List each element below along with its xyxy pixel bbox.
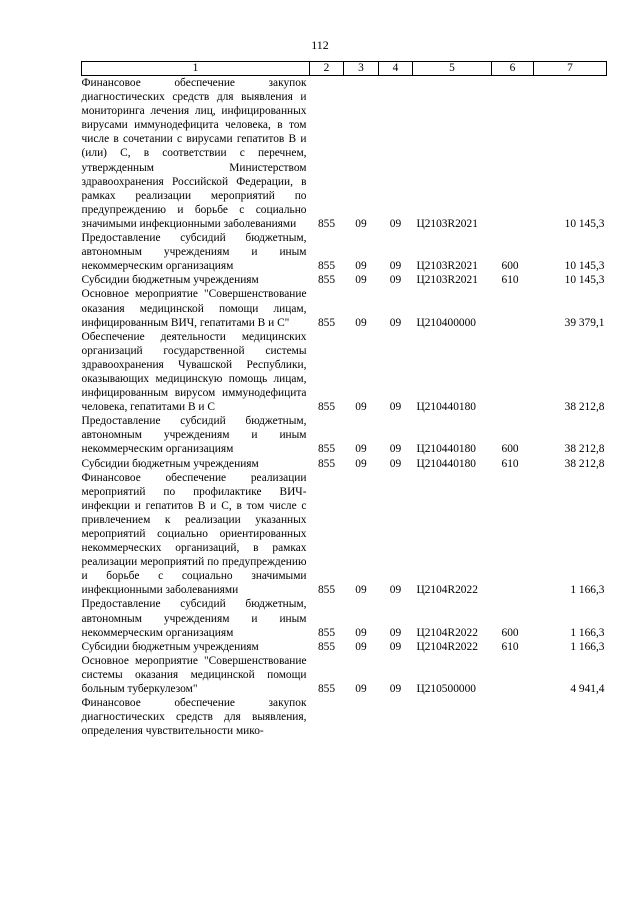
row-expense-type: [492, 287, 534, 329]
table-row: [82, 330, 607, 415]
row-section: 09: [355, 626, 367, 639]
row-amount: 38 212,8: [564, 443, 605, 456]
row-subsection: 09: [389, 260, 402, 273]
row-ministry: 855: [317, 584, 336, 597]
table-row: [82, 597, 607, 639]
row-amount: [534, 696, 607, 738]
row-ministry: 855: [317, 443, 336, 456]
row-section: 09: [355, 584, 367, 597]
table-row: [82, 696, 607, 738]
table-row: [82, 76, 607, 232]
row-description: Финансовое обеспечение реализации мероприятий по профилактике ВИЧ-инфекции и гепатитов В и С, в том числе с привлечением к реализации указанных мероприятий социально ориентированных некоммерческих организаций, в рамках реализации мероприятий по предупреждению и борьбе с социально значимыми инфекционными заболеваниями: [81, 471, 307, 597]
row-amount: 39 379,1: [564, 316, 605, 329]
table-row: [82, 640, 607, 654]
page-number: 112: [311, 38, 329, 52]
table-row: [82, 287, 607, 329]
row-subsection: 09: [389, 683, 402, 696]
row-description: Субсидии бюджетным учреждениям: [81, 640, 259, 653]
row-target-code: Ц2103R2021: [416, 260, 478, 273]
row-description: Основное мероприятие "Совершенствование оказания медицинской помощи лицам, инфицированным ВИЧ, гепатитами В и С": [81, 288, 307, 329]
row-description: Основное мероприятие "Совершенствование системы оказания медицинской помощи больным туберкулезом": [81, 654, 307, 696]
row-ministry: 855: [317, 683, 336, 696]
row-expense-type: [492, 654, 534, 696]
row-description: Финансовое обеспечение закупок диагностических средств для выявления, определения чувствительности мико-: [81, 697, 307, 738]
row-subsection: 09: [389, 626, 402, 639]
row-description: Предоставление субсидий бюджетным, автономным учреждениям и иным некоммерческим организациям: [81, 598, 307, 639]
row-ministry: 855: [317, 626, 336, 639]
row-ministry: 855: [317, 316, 336, 329]
row-amount: 10 145,3: [564, 274, 605, 287]
row-subsection: [379, 696, 413, 738]
row-subsection: 09: [389, 640, 402, 653]
row-section: 09: [355, 443, 367, 456]
row-target-code: Ц210400000: [416, 316, 476, 329]
row-subsection: 09: [389, 316, 402, 329]
row-expense-type: 600: [501, 443, 519, 456]
row-section: 09: [355, 274, 367, 287]
header-col-4: 4: [379, 62, 413, 76]
row-target-code: Ц210440180: [416, 457, 476, 470]
row-description: Финансовое обеспечение закупок диагностических средств для выявления и мониторинга лечения лиц, инфицированных вирусами иммунодефицита человека, в том числе в сочетании с вирусами гепатитов В и (или) С, в соответствии с перечнем, утвержденным Министерством здравоохранения Российской Федерации, в рамках реализации мероприятий по предупреждению и борьбе с социально значимыми инфекционными заболеваниями: [81, 77, 307, 230]
row-target-code: Ц2103R2021: [416, 217, 478, 230]
header-row: [82, 62, 607, 76]
row-amount: 1 166,3: [570, 584, 605, 597]
table-row: [82, 273, 607, 287]
header-col-1: 1: [82, 62, 310, 76]
row-section: 09: [355, 401, 367, 414]
row-ministry: 855: [317, 640, 336, 653]
row-expense-type: 610: [501, 640, 519, 653]
row-expense-type: 600: [501, 260, 519, 273]
row-target-code: Ц2103R2021: [416, 274, 478, 287]
row-subsection: 09: [389, 217, 402, 230]
row-target-code: Ц210440180: [416, 443, 476, 456]
row-expense-type: [492, 471, 534, 598]
row-subsection: 09: [389, 274, 402, 287]
row-amount: 4 941,4: [570, 683, 605, 696]
row-expense-type: [492, 696, 534, 738]
row-description: Субсидии бюджетным учреждениям: [81, 457, 259, 470]
table-row: [82, 231, 607, 273]
budget-table: [81, 61, 607, 738]
row-section: 09: [355, 260, 367, 273]
row-expense-type: 600: [501, 626, 519, 639]
row-amount: 1 166,3: [570, 640, 605, 653]
row-target-code: Ц2104R2022: [416, 640, 478, 653]
row-amount: 1 166,3: [570, 626, 605, 639]
row-ministry: [310, 696, 344, 738]
row-section: 09: [355, 640, 367, 653]
header-col-7: 7: [534, 62, 607, 76]
row-section: [344, 696, 379, 738]
table-row: [82, 471, 607, 598]
row-expense-type: [492, 330, 534, 415]
row-description: Предоставление субсидий бюджетным, автономным учреждениям и иным некоммерческим организациям: [81, 415, 307, 456]
budget-table-container: [81, 61, 607, 738]
row-description: Предоставление субсидий бюджетным, автономным учреждениям и иным некоммерческим организациям: [81, 232, 307, 273]
row-target-code: Ц2104R2022: [416, 626, 478, 639]
row-target-code: Ц2104R2022: [416, 584, 478, 597]
row-amount: 10 145,3: [564, 260, 605, 273]
row-target-code: [413, 696, 492, 738]
header-col-6: 6: [492, 62, 534, 76]
row-ministry: 855: [317, 217, 336, 230]
header-col-3: 3: [344, 62, 379, 76]
row-expense-type: 610: [501, 274, 519, 287]
row-subsection: 09: [389, 584, 402, 597]
row-ministry: 855: [317, 260, 336, 273]
row-subsection: 09: [389, 443, 402, 456]
row-ministry: 855: [317, 401, 336, 414]
row-description: Обеспечение деятельности медицинских организаций государственной системы здравоохранения Чувашской Республики, оказывающих медицинскую помощь лицам, инфицированным вирусом иммунодефицита человека, гепатитами В и С: [81, 330, 307, 414]
header-col-5: 5: [413, 62, 492, 76]
header-col-2: 2: [310, 62, 344, 76]
row-section: 09: [355, 457, 367, 470]
row-expense-type: 610: [501, 457, 519, 470]
row-section: 09: [355, 217, 367, 230]
row-target-code: Ц210440180: [416, 401, 476, 414]
row-section: 09: [355, 683, 367, 696]
table-row: [82, 654, 607, 696]
row-amount: 10 145,3: [564, 217, 605, 230]
row-description: Субсидии бюджетным учреждениям: [81, 274, 259, 287]
row-ministry: 855: [317, 274, 336, 287]
row-section: 09: [355, 316, 367, 329]
table-row: [82, 414, 607, 456]
row-amount: 38 212,8: [564, 401, 605, 414]
row-target-code: Ц210500000: [416, 683, 476, 696]
row-subsection: 09: [389, 457, 402, 470]
row-subsection: 09: [389, 401, 402, 414]
table-row: [82, 457, 607, 471]
row-ministry: 855: [317, 457, 336, 470]
row-amount: 38 212,8: [564, 457, 605, 470]
row-expense-type: [492, 76, 534, 232]
